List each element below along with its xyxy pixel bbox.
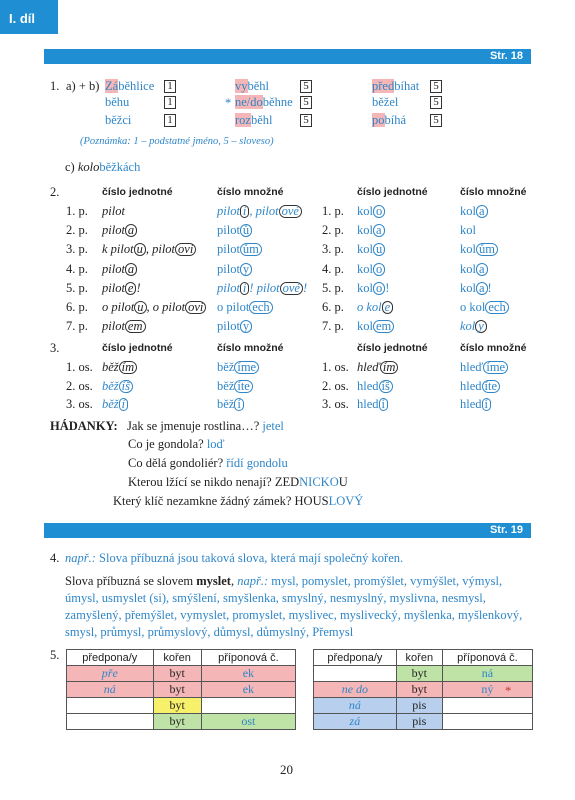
table-cell [314, 666, 397, 682]
case-label: 6. p. [322, 300, 344, 314]
table-cell [442, 698, 532, 714]
word-stem: pilot [217, 204, 240, 218]
table-cell: ne do [314, 682, 397, 698]
word-stem: kol [460, 242, 476, 257]
pilot-singular [102, 223, 137, 238]
bezet-plural [217, 397, 244, 412]
case-label: 2. p. [66, 223, 88, 238]
hledet-plural [460, 397, 491, 412]
pilot-plural [217, 242, 262, 257]
table-row [314, 666, 533, 682]
ending-circle: a [476, 263, 488, 276]
person-label: 2. os. [322, 378, 349, 393]
prefix: roz [235, 113, 251, 127]
word-answer [372, 95, 398, 110]
header-plural: číslo množné [217, 342, 284, 354]
table-cell [201, 698, 295, 714]
table-row [67, 714, 296, 730]
star-mark: * [225, 96, 232, 110]
case-label: 7. p. [322, 319, 344, 334]
word-root: běhne [262, 95, 293, 109]
word-root: běhl [247, 79, 270, 93]
word-stem: pilot [102, 204, 125, 218]
kolo-singular [357, 262, 385, 277]
word-stem: o kol [357, 300, 382, 314]
c-label: c) [65, 160, 75, 174]
word-stem: ! pilot [249, 280, 280, 295]
kolo-singular [357, 319, 394, 334]
table-header: příponová č. [201, 650, 295, 666]
table-cell [67, 698, 154, 714]
table-cell: pis [396, 714, 442, 730]
exercise-number: 2. [50, 185, 60, 199]
riddle-answer-part: HOUS [294, 494, 329, 508]
word-stem: běž [102, 360, 119, 374]
word-root: běhlice [118, 79, 155, 93]
table-cell: ná [442, 666, 532, 682]
header-singular: číslo jednotné [102, 186, 173, 198]
ending-circle: ové [279, 205, 302, 218]
ending-circle: íte [234, 380, 253, 393]
word-answer [105, 113, 131, 128]
word-root: bíhat [394, 79, 420, 93]
star-mark: * [505, 684, 512, 698]
word-answer [235, 95, 293, 110]
riddle-question: Kterou lžící se nikdo nenají? [128, 475, 272, 489]
case-label: 7. p. [66, 319, 88, 334]
table-row [67, 698, 296, 714]
word-stem: kol [357, 242, 373, 257]
word-root: běžel [372, 95, 399, 109]
prefix: ne/do [235, 95, 263, 109]
answer-box: 5 [430, 114, 442, 127]
kolo-plural [460, 319, 487, 334]
hledet-plural [460, 360, 508, 375]
pilot-singular [102, 281, 141, 296]
case-label: 5. p. [66, 280, 88, 295]
prefix: Zá [105, 79, 119, 93]
word-stem: pilot [102, 261, 125, 276]
word-stem: pilot [217, 223, 240, 238]
case-label: 5. p. [322, 280, 344, 295]
word-answer [105, 79, 154, 94]
case-label: 1. p. [322, 204, 344, 218]
kolo-plural [460, 242, 498, 257]
header-singular: číslo jednotné [357, 342, 428, 354]
table-cell: byt [153, 698, 201, 714]
ending-circle: ové [280, 282, 303, 295]
riddles-title: HÁDANKY: [50, 419, 118, 433]
table-cell [442, 714, 532, 730]
word-stem: pilot [217, 319, 240, 334]
riddle-question: Který klíč nezamkne žádný zámek? [113, 494, 292, 508]
answer-box: 1 [164, 96, 176, 109]
word-stem: kol [460, 280, 476, 295]
table-header: kořen [396, 650, 442, 666]
prefix: po [372, 113, 385, 127]
bezet-singular [102, 379, 133, 394]
word-stem: hleď [357, 360, 380, 374]
ending-circle: u [134, 301, 146, 314]
ending-circle: íš [379, 380, 393, 393]
ending-circle: ům [476, 243, 498, 256]
pilot-singular [102, 262, 137, 277]
person-label: 3. os. [322, 397, 349, 411]
ending-circle: y [475, 320, 487, 333]
table-row [67, 682, 296, 698]
word-stem: kol [357, 261, 373, 276]
ending-circle: a [125, 224, 137, 237]
exercise-c [65, 160, 140, 175]
c-word-prefix: kolo [77, 160, 100, 174]
word-stem: ! [487, 280, 492, 295]
ending-circle: íte [482, 380, 501, 393]
word-stem: o pilot [102, 300, 135, 314]
ex4-p2-lead: např.: [237, 574, 269, 588]
word-stem: kol [357, 204, 373, 218]
ending-circle: i [240, 282, 249, 295]
table-cell: ek [201, 666, 295, 682]
word-stem: běž [217, 378, 235, 393]
word-stem: , pilot [145, 242, 176, 257]
ending-circle: o [373, 263, 385, 276]
page-number: 20 [280, 762, 293, 777]
prefix: vy [235, 79, 248, 93]
ending-circle: ím [380, 361, 399, 374]
page-bar-18 [44, 49, 531, 64]
table-row [314, 698, 533, 714]
word-stem: běž [217, 360, 235, 374]
morpheme-table-left [66, 649, 296, 730]
ending-circle: ech [249, 301, 272, 314]
ex4-comma: , [230, 574, 238, 588]
exercise-number: 5. [50, 648, 60, 662]
case-label: 4. p. [322, 261, 344, 276]
word-stem: pilot [217, 280, 240, 295]
word-stem: pilot [217, 261, 240, 276]
table-header: příponová č. [442, 650, 532, 666]
ending-circle: ů [240, 224, 252, 237]
kolo-singular [357, 281, 389, 296]
riddle-question: Co je gondola? [128, 437, 204, 451]
pilot-plural [217, 281, 307, 296]
ending-circle: í [234, 398, 243, 411]
word-stem: běž [217, 397, 235, 411]
table-cell: zá [314, 714, 397, 730]
ending-circle: ovi [175, 243, 196, 256]
table-cell: byt [153, 714, 201, 730]
person-label: 2. os. [66, 378, 93, 393]
word-answer [235, 79, 269, 94]
riddle [128, 475, 348, 490]
ex4-lead: např.: [65, 551, 96, 565]
answer-box: 5 [300, 96, 312, 109]
table-header-row [67, 650, 296, 666]
table-cell: ný [442, 682, 532, 698]
answer-box: 5 [430, 80, 442, 93]
word-stem: hled [460, 397, 482, 411]
bezet-plural [217, 360, 259, 375]
riddle [128, 437, 225, 452]
table-header: předpona/y [314, 650, 397, 666]
person-label: 1. os. [66, 360, 93, 374]
exercise-note: (Poznámka: 1 – podstatné jméno, 5 – sloveso) [80, 136, 274, 147]
part-label: I. díl [0, 0, 58, 34]
riddle-answer: řídí gondolu [226, 456, 288, 470]
riddle [128, 456, 288, 471]
ending-circle: íme [234, 361, 259, 374]
answer-box: 1 [164, 114, 176, 127]
exercise-number: 1. [50, 79, 60, 93]
word-stem: k pilot [102, 242, 134, 257]
ex4-paragraph [65, 573, 533, 641]
kolo-plural [460, 300, 509, 315]
table-header: kořen [153, 650, 201, 666]
ending-circle: e [382, 301, 394, 314]
word-stem: kol [460, 204, 476, 218]
bezet-plural [217, 379, 253, 394]
riddle-answer-highlight: NICKO [299, 475, 339, 489]
kolo-plural [460, 281, 492, 296]
header-plural: číslo množné [217, 186, 284, 198]
word-stem: hled [357, 397, 379, 411]
ending-circle: i [240, 205, 249, 218]
case-label: 6. p. [66, 300, 88, 314]
header-plural: číslo množné [460, 342, 527, 354]
table-cell: ná [67, 682, 154, 698]
kolo-plural [460, 204, 488, 219]
ex4-answer [65, 551, 403, 566]
table-cell: ná [314, 698, 397, 714]
hledet-singular [357, 379, 393, 394]
word-stem: o kol [460, 300, 486, 314]
kolo-singular [357, 223, 385, 238]
riddles-title-text: HÁDANKY [50, 419, 114, 433]
pilot-singular [102, 204, 125, 219]
table-cell: byt [396, 666, 442, 682]
ex4-word-list: mysl, pomyslet, promýšlet, vymýšlet, výmysl, úmysl, usmyslet (si), smýšlení, smyšlenka, smyslný, nesmyslný, myslivna, nesmysl, zamyšlený, přemýšlet, vymyslet, promyslet, myslivec, myslivecký, myšlenka, myšlenkový, smysl, průmysl, průmyslový, důmysl, důmyslný, Přemysl [65, 574, 523, 639]
table-cell: byt [396, 682, 442, 698]
ending-circle: ům [240, 243, 262, 256]
ending-circle: em [373, 320, 394, 333]
ending-circle: í [119, 398, 128, 411]
word-root: běžci [105, 113, 132, 127]
answer-box: 1 [164, 80, 176, 93]
ending-circle: íš [119, 380, 133, 393]
word-root: běhu [105, 95, 130, 109]
pilot-plural [217, 319, 252, 334]
exercise-number: 4. [50, 551, 60, 565]
header-plural: číslo množné [460, 186, 527, 198]
word-stem: kol [357, 280, 373, 295]
ending-circle: a [125, 263, 137, 276]
kolo-singular [357, 242, 385, 257]
pilot-plural [217, 262, 252, 277]
word-answer [105, 95, 129, 110]
word-stem: běž [102, 397, 119, 411]
ending-circle: ím [119, 361, 138, 374]
ending-circle: a [476, 282, 488, 295]
word-stem: ! [385, 280, 390, 295]
ex4-text: Slova příbuzná jsou taková slova, která mají společný kořen. [99, 551, 404, 565]
table-row [67, 666, 296, 682]
word-stem: pilot [102, 319, 125, 334]
riddle-answer-part: ZED [274, 475, 300, 489]
case-label: 3. p. [66, 242, 88, 257]
ending-circle: y [240, 263, 252, 276]
exercise-number: 3. [50, 341, 60, 355]
word-answer [235, 113, 273, 128]
answer-box: 5 [430, 96, 442, 109]
page-label: Str. 18 [489, 50, 523, 62]
ending-circle: o [373, 205, 385, 218]
word-stem: o pilot [217, 300, 250, 314]
riddle-question: Jak se jmenuje rostlina…? [127, 419, 260, 433]
word-answer [372, 113, 406, 128]
word-stem: pilot [102, 280, 125, 295]
kolo-singular [357, 204, 385, 219]
hledet-plural [460, 379, 500, 394]
person-label: 1. os. [322, 360, 349, 374]
case-label: 1. p. [66, 204, 88, 218]
pilot-singular [102, 319, 146, 334]
c-word-suffix: běžkách [99, 160, 141, 174]
ending-circle: ovi [185, 301, 206, 314]
table-cell: ek [201, 682, 295, 698]
kolo-singular [357, 300, 393, 315]
pilot-plural [217, 300, 273, 315]
table-cell: ost [201, 714, 295, 730]
ending-circle: u [134, 243, 146, 256]
hledet-singular [357, 360, 398, 375]
word-stem: ! [302, 280, 308, 295]
word-stem: hled [357, 378, 379, 393]
case-label: 2. p. [322, 223, 344, 238]
riddle-answer: jetel [262, 419, 284, 433]
ex4-key-word: myslet [196, 574, 231, 588]
table-row [314, 714, 533, 730]
table-cell [67, 714, 154, 730]
ending-circle: ech [485, 301, 508, 314]
header-singular: číslo jednotné [102, 342, 173, 354]
word-stem: hleď [460, 360, 484, 374]
word-root: běhl [250, 113, 273, 127]
case-label: 4. p. [66, 261, 88, 276]
word-stem: , o pilot [146, 300, 186, 314]
ending-circle: e [125, 282, 137, 295]
riddle-answer: loď [206, 437, 225, 451]
word-stem: kol [357, 223, 373, 238]
ending-circle: o [373, 282, 385, 295]
word-stem: pilot [217, 242, 240, 257]
word-stem: pilot [102, 223, 125, 238]
riddle-question: Co dělá gondoliér? [128, 456, 224, 470]
kolo-plural [460, 262, 488, 277]
word-stem: hled [460, 378, 482, 393]
ex4-p2-start: Slova příbuzná se slovem [65, 574, 197, 588]
kolo-plural [460, 223, 476, 238]
pilot-singular [102, 300, 206, 315]
word-stem: , pilot [249, 204, 279, 218]
word-stem: běž [102, 378, 119, 393]
pilot-singular [102, 242, 196, 257]
riddle-answer-highlight: LOVÝ [328, 494, 364, 508]
prefix: před [372, 79, 395, 93]
ending-circle: í [379, 398, 388, 411]
pilot-plural [217, 223, 252, 238]
table-cell: byt [153, 682, 201, 698]
hledet-singular [357, 397, 388, 412]
ending-circle: a [373, 224, 385, 237]
answer-box: 5 [300, 80, 312, 93]
ending-circle: y [240, 320, 252, 333]
page-bar-19 [44, 523, 531, 538]
case-label: 3. p. [322, 242, 344, 257]
riddle-answer-part: U [338, 475, 348, 489]
ending-circle: íme [483, 361, 508, 374]
table-header-row [314, 650, 533, 666]
table-cell: pře [67, 666, 154, 682]
word-answer [372, 79, 419, 94]
table-row [314, 682, 533, 698]
word-root: bíhá [384, 113, 407, 127]
answer-box: 5 [300, 114, 312, 127]
ending-circle: a [476, 205, 488, 218]
ending-circle: u [373, 243, 385, 256]
person-label: 3. os. [66, 397, 93, 411]
page-label: Str. 19 [489, 524, 523, 536]
word-stem: kol [357, 319, 373, 334]
bezet-singular [102, 397, 128, 412]
pilot-plural [217, 204, 302, 219]
ending-circle: í [482, 398, 491, 411]
word-stem: kol [460, 261, 476, 276]
riddle [113, 494, 363, 509]
word-stem: ! [136, 280, 141, 295]
ending-circle: em [125, 320, 146, 333]
word-stem: kol [460, 223, 476, 238]
table-cell: byt [153, 666, 201, 682]
table-cell: pis [396, 698, 442, 714]
riddle [127, 419, 284, 434]
table-header: předpona/y [67, 650, 154, 666]
header-singular: číslo jednotné [357, 186, 428, 198]
exercise-part-label: a) + b) [66, 79, 100, 93]
word-stem: kol [460, 319, 476, 334]
bezet-singular [102, 360, 137, 375]
morpheme-table-right [313, 649, 533, 730]
